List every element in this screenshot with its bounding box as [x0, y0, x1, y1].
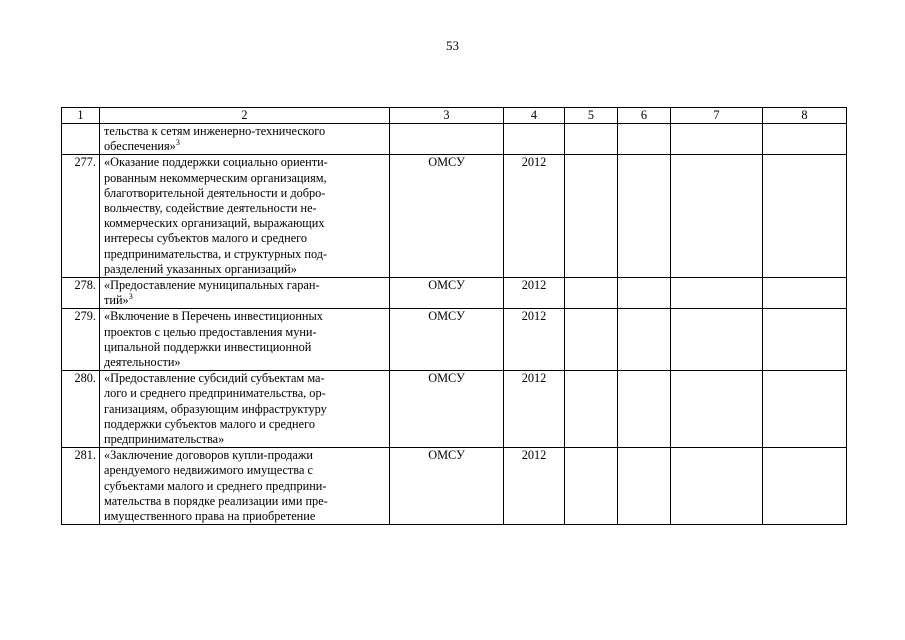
service-name-text: рованным некоммерческим организациям, — [104, 170, 327, 185]
header-cell: 4 — [504, 108, 565, 124]
service-name-line — [104, 463, 387, 478]
row-number: 277. — [62, 155, 100, 278]
service-name-line — [104, 325, 387, 340]
empty-cell — [565, 278, 618, 309]
service-name-line — [104, 371, 387, 386]
empty-cell — [763, 371, 847, 448]
page-number: 53 — [446, 38, 459, 53]
responsible-body: ОМСУ — [390, 309, 504, 371]
table-body — [62, 108, 847, 525]
year: 2012 — [504, 371, 565, 448]
service-name-line — [104, 417, 387, 432]
service-name-line — [104, 171, 387, 186]
footnote-mark: 3 — [128, 292, 133, 302]
service-name-line — [104, 509, 387, 524]
header-cell: 8 — [763, 108, 847, 124]
row-number: 281. — [62, 448, 100, 525]
service-name-line — [104, 139, 387, 154]
year — [504, 124, 565, 155]
service-name-line — [104, 479, 387, 494]
year: 2012 — [504, 309, 565, 371]
service-name-text: «Заключение договоров купли-продажи — [104, 448, 313, 463]
service-name-text: тий» — [104, 293, 129, 308]
service-name-text: ципальной поддержки инвестиционной — [104, 339, 312, 354]
empty-cell — [565, 309, 618, 371]
empty-cell — [671, 371, 763, 448]
service-name-line — [104, 448, 387, 463]
table-row — [62, 278, 847, 309]
empty-cell — [671, 309, 763, 371]
service-name-line — [104, 231, 387, 246]
empty-cell — [763, 155, 847, 278]
table-row — [62, 371, 847, 448]
service-name-text: коммерческих организаций, выражающих — [104, 216, 325, 231]
empty-cell — [618, 448, 671, 525]
service-name — [100, 124, 390, 155]
service-name — [100, 155, 390, 278]
service-name-text: деятельности» — [104, 355, 181, 370]
year: 2012 — [504, 155, 565, 278]
service-name-text: благотворительной деятельности и добро- — [104, 185, 326, 200]
footnote-mark: 3 — [175, 138, 180, 148]
service-name-line — [104, 247, 387, 262]
row-number: 278. — [62, 278, 100, 309]
header-cell: 7 — [671, 108, 763, 124]
responsible-body: ОМСУ — [390, 278, 504, 309]
service-name-line — [104, 201, 387, 216]
service-name-text: поддержки субъектов малого и среднего — [104, 416, 315, 431]
service-name-text: обеспечения» — [104, 139, 176, 154]
service-name — [100, 448, 390, 525]
service-name-text: «Включение в Перечень инвестиционных — [104, 309, 323, 324]
service-name-text: лого и среднего предпринимательства, ор- — [104, 386, 326, 401]
service-name-text: проектов с целью предоставления муни- — [104, 324, 317, 339]
service-name-text: «Оказание поддержки социально ориенти- — [104, 155, 328, 170]
empty-cell — [618, 124, 671, 155]
service-name-line — [104, 278, 387, 293]
responsible-body: ОМСУ — [390, 155, 504, 278]
service-name-text: арендуемого недвижимого имущества с — [104, 463, 313, 478]
empty-cell — [618, 278, 671, 309]
service-name-text: разделений указанных организаций» — [104, 261, 297, 276]
empty-cell — [763, 448, 847, 525]
service-name-line — [104, 432, 387, 447]
row-number: 279. — [62, 309, 100, 371]
service-name-text: «Предоставление муниципальных гаран- — [104, 278, 320, 293]
service-name-text: вольчеству, содействие деятельности не- — [104, 201, 317, 216]
empty-cell — [671, 278, 763, 309]
empty-cell — [671, 155, 763, 278]
empty-cell — [763, 124, 847, 155]
service-name — [100, 278, 390, 309]
service-name-text: субъектами малого и среднего предприни- — [104, 478, 327, 493]
header-cell: 2 — [100, 108, 390, 124]
service-name-text: предпринимательства» — [104, 432, 225, 447]
header-cell: 5 — [565, 108, 618, 124]
year: 2012 — [504, 448, 565, 525]
empty-cell — [565, 371, 618, 448]
service-name-line — [104, 216, 387, 231]
service-name-line — [104, 293, 387, 308]
service-name-line — [104, 309, 387, 324]
service-name-text: ганизациям, образующим инфраструктуру — [104, 401, 327, 416]
service-name-line — [104, 262, 387, 277]
empty-cell — [671, 448, 763, 525]
service-name-text: тельства к сетям инженерно-технического — [104, 124, 326, 138]
responsible-body: ОМСУ — [390, 448, 504, 525]
service-name-line — [104, 124, 387, 139]
header-cell: 1 — [62, 108, 100, 124]
program-table — [61, 107, 847, 525]
empty-cell — [565, 124, 618, 155]
service-name-line — [104, 155, 387, 170]
empty-cell — [618, 309, 671, 371]
table-row — [62, 155, 847, 278]
responsible-body: ОМСУ — [390, 371, 504, 448]
header-cell: 3 — [390, 108, 504, 124]
service-name-line — [104, 494, 387, 509]
service-name-line — [104, 355, 387, 370]
table-row — [62, 448, 847, 525]
empty-cell — [565, 448, 618, 525]
empty-cell — [763, 309, 847, 371]
service-name-text: интересы субъектов малого и среднего — [104, 231, 308, 246]
empty-cell — [671, 124, 763, 155]
year: 2012 — [504, 278, 565, 309]
table-row — [62, 309, 847, 371]
empty-cell — [618, 155, 671, 278]
service-name-line — [104, 340, 387, 355]
service-name-text: предпринимательства, и структурных под- — [104, 246, 328, 261]
service-name — [100, 371, 390, 448]
empty-cell — [618, 371, 671, 448]
service-name-line — [104, 402, 387, 417]
service-name-text: мательства в порядке реализации ими пре- — [104, 493, 328, 508]
row-number: 280. — [62, 371, 100, 448]
responsible-body — [390, 124, 504, 155]
service-name-text: имущественного права на приобретение — [104, 509, 316, 524]
row-number — [62, 124, 100, 155]
service-name — [100, 309, 390, 371]
service-name-text: «Предоставление субсидий субъектам ма- — [104, 371, 325, 386]
service-name-line — [104, 186, 387, 201]
header-row — [62, 108, 847, 124]
empty-cell — [763, 278, 847, 309]
service-name-line — [104, 386, 387, 401]
header-cell: 6 — [618, 108, 671, 124]
empty-cell — [565, 155, 618, 278]
table-row — [62, 124, 847, 155]
